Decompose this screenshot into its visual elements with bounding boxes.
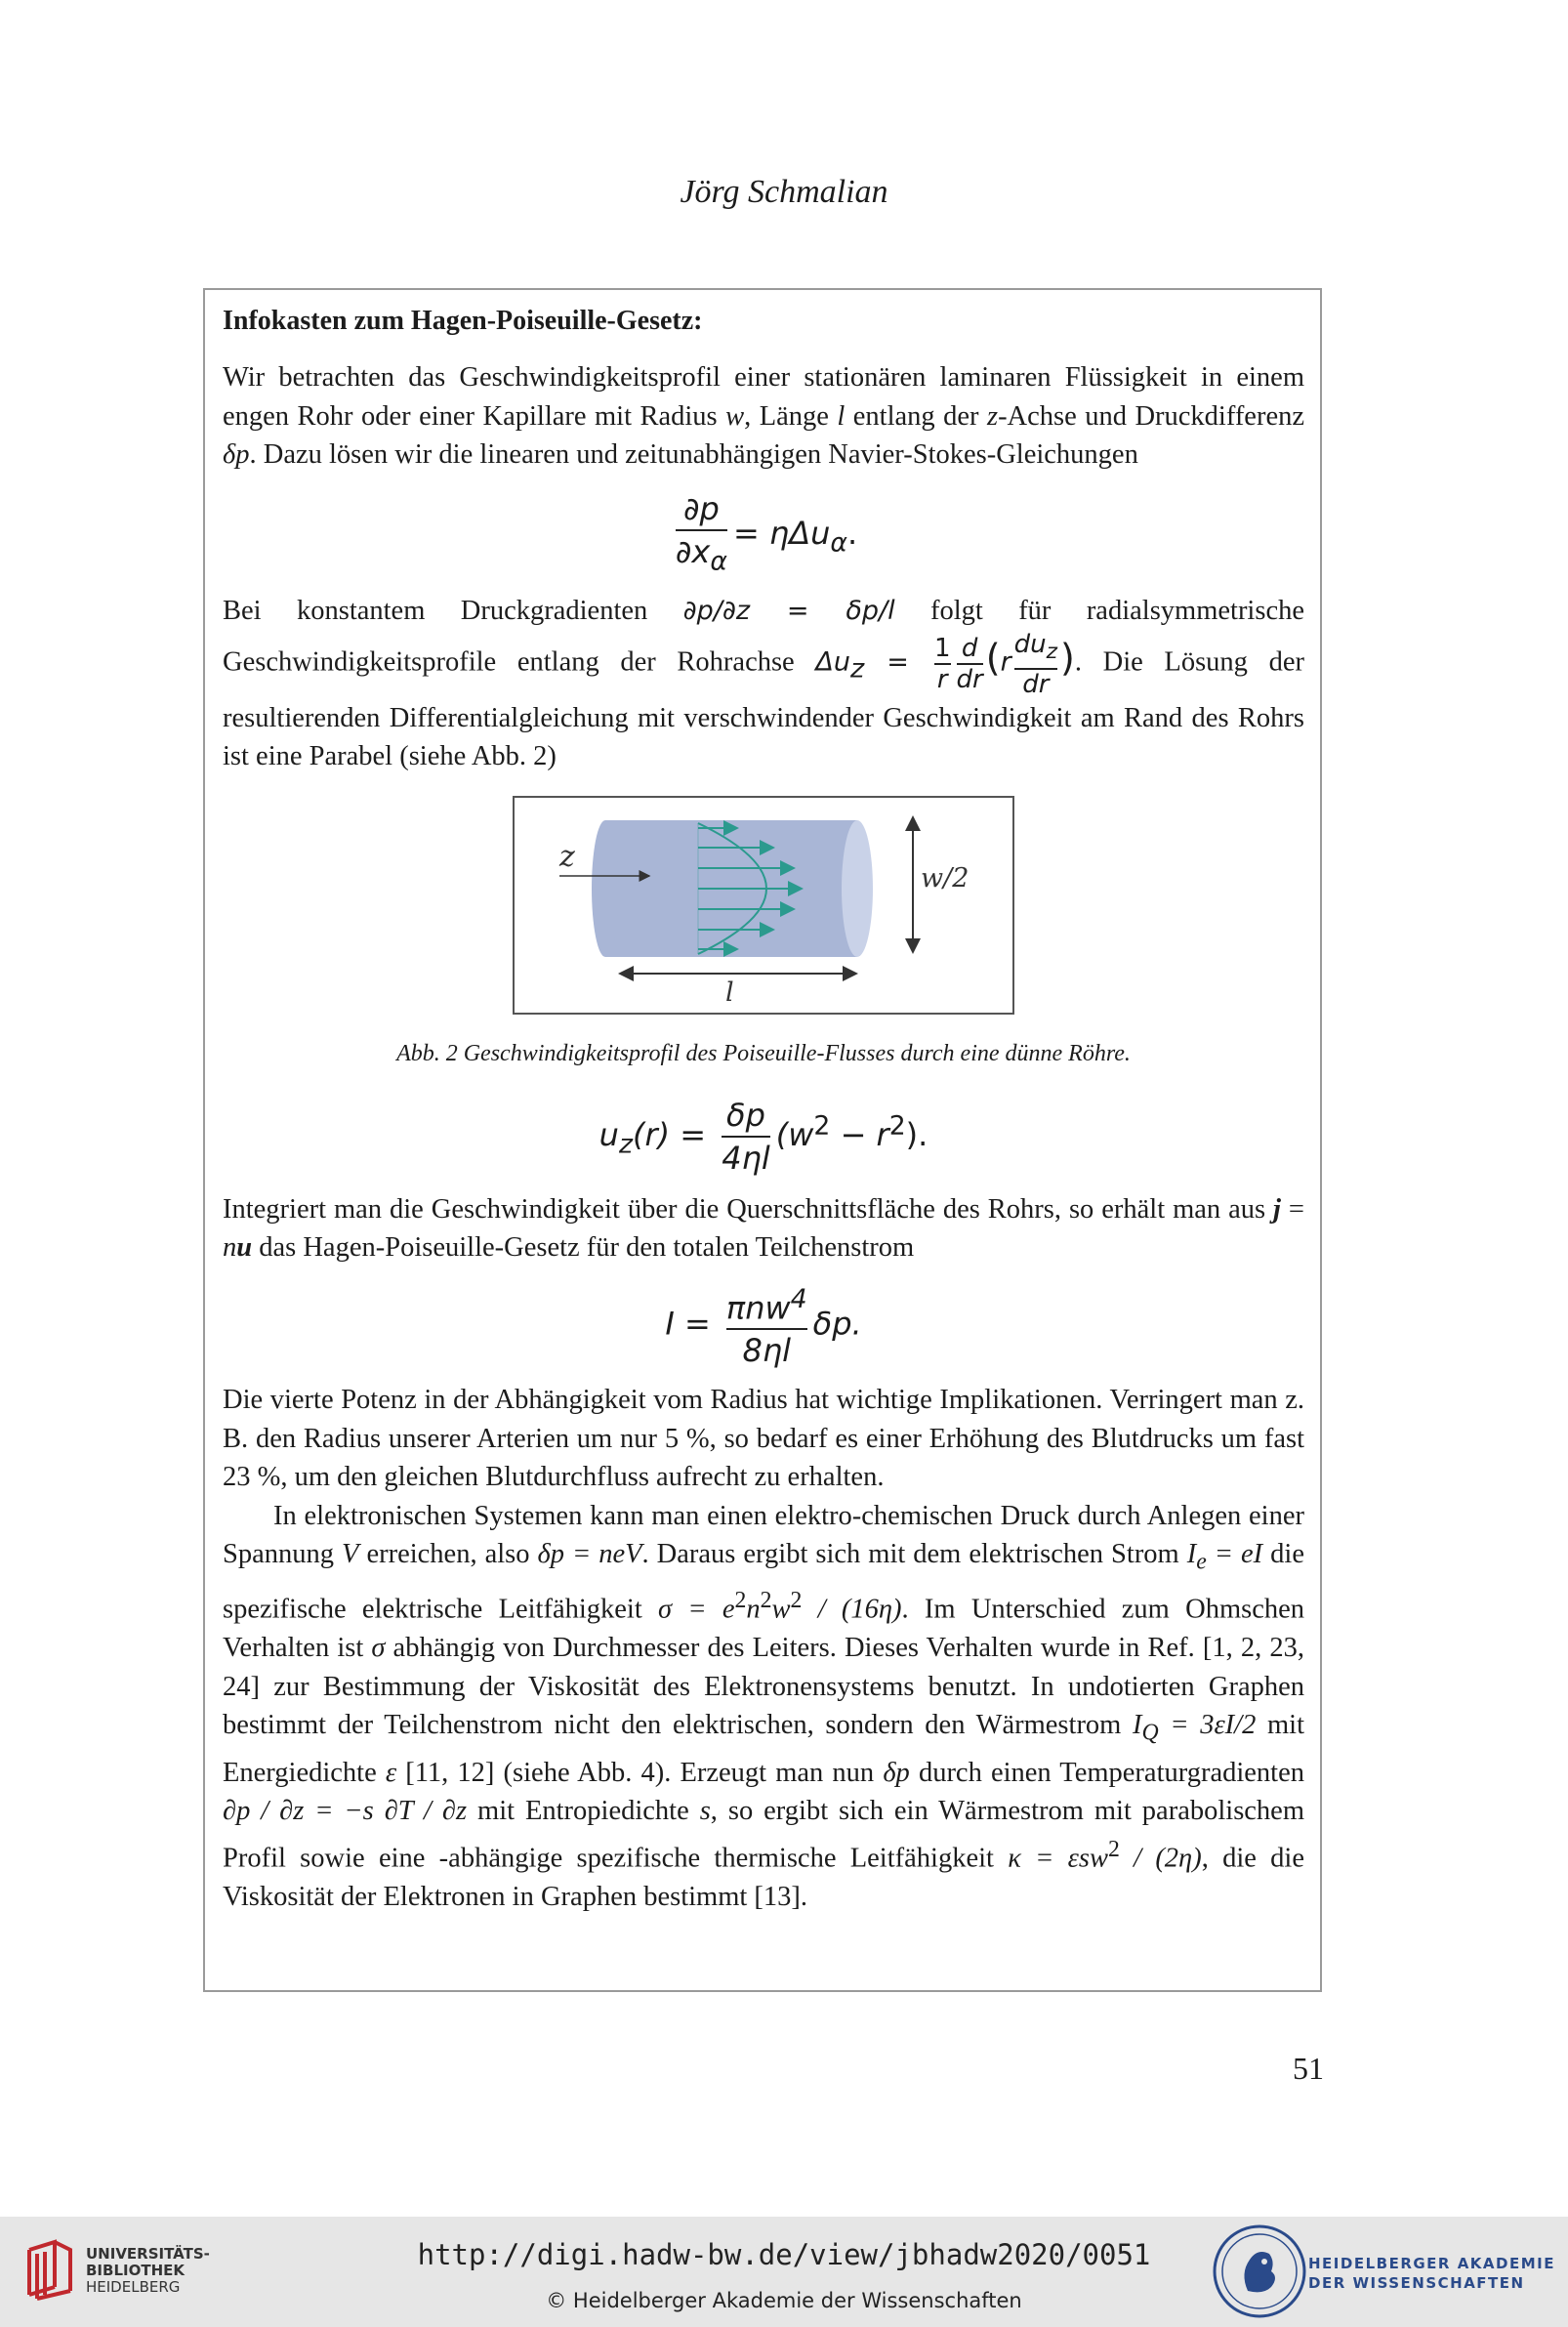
page-number: 51 xyxy=(1293,2051,1324,2086)
hadw-seal-logo xyxy=(1211,2223,1308,2320)
paragraph-fourth-power: Die vierte Potenz in der Abhängigkeit vom Radius hat wichtige Implikationen. Verringert man z. B. den Radius unserer Arterien um nur 5 %, so bedarf es einer Erhöhung des Blutdrucks um fast 23 %, um den gleichen Blutdurchfluss aufrecht zu erhalten. xyxy=(223,1385,1304,1493)
tube-inlet xyxy=(592,820,619,957)
label-z: z xyxy=(559,839,575,874)
label-w2: w/2 xyxy=(921,862,970,893)
paragraph-pressure-gradient: Bei konstantem Druckgradienten ∂p/∂z = δp/l folgt für radialsymmetrische Geschwindigkeitsprofile entlang der Rohrachse $\Delta u_z$ = $\frac{1}{r}$ $\frac{d}{dr}$ (r $du_z$ dr ). Die Lösung der resultierenden Differentialgleichung mit verschwindender Geschwindigkeit am Rand des Rohrs ist eine Parabel (siehe Abb. 2) xyxy=(223,595,1304,772)
tube-outlet xyxy=(842,820,873,957)
document-url[interactable]: http://digi.hadw-bw.de/view/jbhadw2020/0051 xyxy=(417,2238,1151,2271)
figure-caption: Abb. 2 Geschwindigkeitsprofil des Poiseuille-Flusses durch eine dünne Röhre. xyxy=(396,1040,1131,1066)
info-box-heading: Infokasten zum Hagen-Poiseuille-Gesetz: xyxy=(223,306,703,336)
ub-heidelberg-name: UNIVERSITÄTS- BIBLIOTHEK HEIDELBERG xyxy=(86,2245,210,2296)
info-box-content xyxy=(223,302,1304,1916)
running-header-author: Jörg Schmalian xyxy=(680,174,888,210)
tube-flow-diagram xyxy=(513,796,1014,1015)
equation-velocity-profile: $u_z(r)$ = $\frac{\delta p}{4\eta l}$ $(w^2 - r^2)$. xyxy=(598,1096,928,1177)
label-l: l xyxy=(725,977,734,1008)
info-box xyxy=(203,288,1322,1992)
equation-hagen-poiseuille: I = $\frac{\pi nw^4}{8\eta l}$ δp. xyxy=(665,1283,862,1370)
figure-poiseuille-flow xyxy=(513,796,1014,1015)
hadw-name: HEIDELBERGER AKADEMIE DER WISSENSCHAFTEN xyxy=(1308,2255,1555,2292)
footer-bar xyxy=(0,2217,1568,2327)
equation-navier-stokes: $\frac{\partial p}{\partial x_\alpha}$ = ηΔu$_\alpha$. xyxy=(223,488,1304,582)
copyright-notice: © Heidelberger Akademie der Wissenschaften xyxy=(546,2289,1022,2312)
paragraph-integration: Integriert man die Geschwindigkeit über die Querschnittsfläche des Rohrs, so erhält man aus j = nu das Hagen-Poiseuille-Gesetz für den totalen Teilchenstrom xyxy=(223,1193,1304,1264)
paragraph-intro: Wir betrachten das Geschwindigkeitsprofil einer stationären laminaren Flüssigkeit in einem engen Rohr oder einer Kapillare mit Radius w, Länge l entlang der z-Achse und Druckdifferenz δp. Dazu lösen wir die linearen und zeitunabhängigen Navier-Stokes-Gleichungen xyxy=(223,362,1304,470)
paragraph-electronic-systems: In elektronischen Systemen kann man einen elektro-chemischen Druck durch Anlegen einer Spannung V erreichen, also δp = neV. Daraus ergibt sich mit dem elektrischen Strom $I_e$ = eI die spezifische elektrische Leitfähigkeit $\sigma = e^2n^2w^2 / (16\eta)$. Im Unterschied zum Ohmschen Verhalten ist σ abhängig von Durchmesser des Leiters. Dieses Verhalten wurde in Ref. [1, 2, 23, 24] zur Bestimmung der Viskosität des Elektronensystems benutzt. In undotierten Graphen bestimmt der Teilchenstrom nicht den elektrischen, sondern den Wärmestrom $I_Q = 3\varepsilon I/2$ mit Energiedichte ε [11, 12] (siehe Abb. 4). Erzeugt man nun δp durch einen Temperaturgradienten ∂p / ∂z = −s ∂T / ∂z mit Entropiedichte s, so ergibt sich ein Wärmestrom mit parabolischem Profil sowie eine -abhängige spezifische thermische Leitfähigkeit κ = εsw$^2$ / (2η), die die Viskosität der Elektronen in Graphen bestimmt [13]. xyxy=(223,1500,1305,1912)
